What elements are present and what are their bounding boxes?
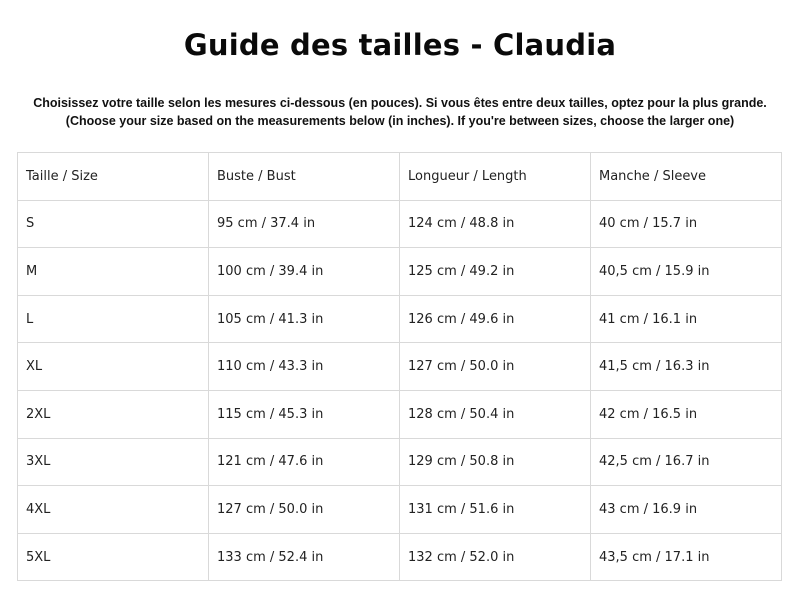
cell-sleeve: 41 cm / 16.1 in xyxy=(591,295,782,343)
cell-size: 2XL xyxy=(18,390,209,438)
cell-size: M xyxy=(18,248,209,296)
cell-bust: 100 cm / 39.4 in xyxy=(209,248,400,296)
header-bust: Buste / Bust xyxy=(209,153,400,201)
size-chart-table xyxy=(17,152,782,581)
cell-length: 126 cm / 49.6 in xyxy=(400,295,591,343)
cell-length: 132 cm / 52.0 in xyxy=(400,533,591,581)
cell-bust: 127 cm / 50.0 in xyxy=(209,486,400,534)
cell-sleeve: 40,5 cm / 15.9 in xyxy=(591,248,782,296)
table-header-row xyxy=(18,153,782,201)
table-row xyxy=(18,390,782,438)
page-title: Guide des tailles - Claudia xyxy=(183,28,617,62)
cell-length: 131 cm / 51.6 in xyxy=(400,486,591,534)
cell-length: 125 cm / 49.2 in xyxy=(400,248,591,296)
cell-size: XL xyxy=(18,343,209,391)
cell-bust: 110 cm / 43.3 in xyxy=(209,343,400,391)
cell-bust: 121 cm / 47.6 in xyxy=(209,438,400,486)
table-row xyxy=(18,533,782,581)
cell-sleeve: 43,5 cm / 17.1 in xyxy=(591,533,782,581)
header-length: Longueur / Length xyxy=(400,153,591,201)
header-size: Taille / Size xyxy=(18,153,209,201)
table-row xyxy=(18,200,782,248)
cell-bust: 133 cm / 52.4 in xyxy=(209,533,400,581)
table-row xyxy=(18,295,782,343)
cell-length: 124 cm / 48.8 in xyxy=(400,200,591,248)
cell-size: 4XL xyxy=(18,486,209,534)
instructions-english: (Choose your size based on the measurements below (in inches). If you're between sizes, choose the larger one) xyxy=(65,114,735,128)
table-row xyxy=(18,343,782,391)
cell-size: 3XL xyxy=(18,438,209,486)
cell-bust: 115 cm / 45.3 in xyxy=(209,390,400,438)
table-row xyxy=(18,248,782,296)
instructions-french: Choisissez votre taille selon les mesures ci-dessous (en pouces). Si vous êtes entre deux tailles, optez pour la plus grande. xyxy=(33,96,767,110)
cell-size: 5XL xyxy=(18,533,209,581)
cell-sleeve: 40 cm / 15.7 in xyxy=(591,200,782,248)
header-sleeve: Manche / Sleeve xyxy=(591,153,782,201)
table-row xyxy=(18,486,782,534)
table-row xyxy=(18,438,782,486)
cell-size: L xyxy=(18,295,209,343)
cell-sleeve: 41,5 cm / 16.3 in xyxy=(591,343,782,391)
cell-sleeve: 43 cm / 16.9 in xyxy=(591,486,782,534)
cell-bust: 105 cm / 41.3 in xyxy=(209,295,400,343)
cell-size: S xyxy=(18,200,209,248)
cell-sleeve: 42,5 cm / 16.7 in xyxy=(591,438,782,486)
cell-length: 129 cm / 50.8 in xyxy=(400,438,591,486)
cell-bust: 95 cm / 37.4 in xyxy=(209,200,400,248)
cell-length: 127 cm / 50.0 in xyxy=(400,343,591,391)
cell-sleeve: 42 cm / 16.5 in xyxy=(591,390,782,438)
cell-length: 128 cm / 50.4 in xyxy=(400,390,591,438)
